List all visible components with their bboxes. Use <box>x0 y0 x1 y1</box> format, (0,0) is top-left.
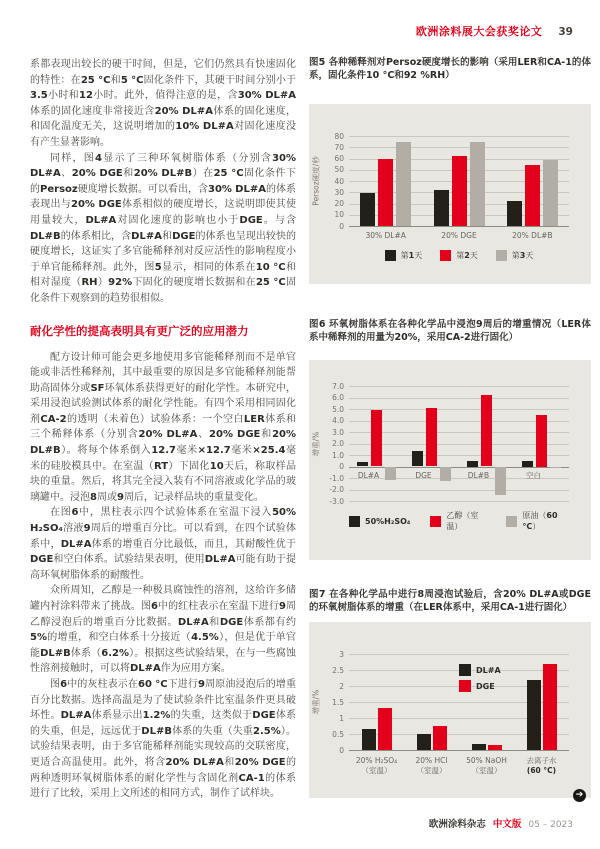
figure-7-chart <box>309 622 591 798</box>
page-number: 39 <box>558 26 573 38</box>
legend-item <box>496 250 534 261</box>
y-tick-label: 2.0 <box>332 439 344 448</box>
bar <box>385 467 396 481</box>
footer-issue: 05 – 2023 <box>528 820 573 830</box>
y-tick-label: -1.0 <box>329 473 344 483</box>
legend-label: 乙醇（室温） <box>446 511 479 531</box>
legend-item <box>430 510 486 532</box>
legend-item <box>506 510 569 532</box>
bar <box>470 142 485 226</box>
y-tick-label: 5.0 <box>332 404 344 414</box>
bar <box>467 461 478 467</box>
figure-5-chart <box>309 104 591 284</box>
legend-swatch <box>349 516 360 527</box>
legend-swatch <box>440 250 451 261</box>
paragraph: 图6中的灰柱表示在60 °C下进行9周原油浸泡后的增重百分比数据。选择高温是为了使试验条件比室温条件更具破坏性。DL#A体系显示出1.2%的失重，这类似于DGE体系的失重，但是，远远优于DL#B体系的失重（失重2.5%）。试验结果表明，由于多官能稀释剂能实现较高的交联密度，更适合高温使用。此外，将含20% DL#A和20% DGE的两种透明环氧树脂体系的耐化学性与含固化剂CA-1的体系进行了比较，采用上文所述的相同方式，制作了试样块。 <box>30 678 297 800</box>
gridline <box>349 386 569 387</box>
bar <box>452 156 467 226</box>
y-tick-label: 1.5 <box>332 697 344 707</box>
category-label: DGE <box>415 470 432 480</box>
footer-edition: 中文版 <box>492 819 522 830</box>
bar <box>360 193 375 226</box>
figure-5 <box>309 56 591 284</box>
bar <box>525 165 540 226</box>
y-tick-label: 80 <box>334 131 344 141</box>
category-label: 50% NaOH （室温） <box>466 756 507 775</box>
page-header <box>416 23 573 39</box>
y-tick-label: 2 <box>339 681 344 691</box>
paragraph: 系都表现出较长的硬干时间，但是，它们仍然具有快速固化的特性：在25 °C和5 °C固化条件下，其硬干时间分别小于3.5小时和12小时。此外，值得注意的是，含30% DL#A体系的固化速度非常接近含20% DL#A体系的固化速度，和固化温度无关，这说明增加的10% DL#A对固化速度没有产生显著影响。 <box>30 59 297 148</box>
legend <box>349 250 569 261</box>
legend-swatch <box>385 250 396 261</box>
bar <box>378 159 393 227</box>
gridline <box>349 750 569 751</box>
legend-label: 第3天 <box>511 251 534 260</box>
legend-label: DGE <box>476 681 495 691</box>
gridline <box>349 398 569 399</box>
figure-6-caption: 图6 环氧树脂体系在各种化学品中浸泡9周后的增重情况（LER体系中稀释剂的用量为20%，采用CA-2进行固化） <box>309 319 591 343</box>
y-tick-label: 7.0 <box>332 381 344 391</box>
category-label: 20% DGE <box>441 231 477 240</box>
bar <box>488 745 502 750</box>
bar <box>412 451 423 467</box>
y-tick-label: -2.0 <box>329 485 344 494</box>
gridline <box>349 147 569 148</box>
bar <box>396 142 411 226</box>
legend <box>459 664 501 692</box>
paragraph: 配方设计师可能会更多地使用多官能稀释剂而不是单官能或非活性稀释剂，其中最重要的原因是多官能稀释剂能帮助高固体分或SF环氧体系获得更好的耐化学性。本研究中，采用浸泡试验测试体系的耐化学性能。有四个采用相同固化剂CA-2的透明（未着色）试验体系：一个空白LER体系和三个稀释体系（分别含20% DL#A、20% DGE和20% DL#B）。将每个体系倒入12.7毫米×12.7毫米×25.4毫米的硅胶模具中。在室温（RT）下固化10天后，称取样品块的重量。然后，将其完全浸入装有不同溶液或化学品的玻璃罐中。浸泡8周或9周后，记录样品块的重量变化。 <box>30 351 297 503</box>
bar <box>378 708 392 750</box>
gridline <box>349 501 569 502</box>
footer-journal-name: 欧洲涂料杂志 <box>428 819 486 830</box>
bar <box>472 744 486 750</box>
y-tick-label: 10 <box>334 210 344 220</box>
category-label: 20% DL#B <box>512 231 553 240</box>
y-tick-label: 2.5 <box>332 665 344 675</box>
category-label: DL#A <box>357 470 380 480</box>
paragraph-group-top <box>30 57 296 307</box>
y-tick-label: 4.0 <box>332 416 344 425</box>
gridline <box>349 467 569 468</box>
category-label: 20% H₂SO₄ （室温） <box>355 756 398 775</box>
bar <box>527 680 541 750</box>
bar <box>481 395 492 466</box>
paragraph: 同样，图4显示了三种环氧树脂体系（分别含30% DL#A、20% DGE和20% DL#B）在25 °C固化条件下的Persoz硬度增长数据。可以看出，含30% DL#A的体系表现出与20% DGE体系相似的硬度增长，这说明即使其使用量较大，DL#A对固化速度的影响也小于DGE。与含DL#B的体系相比，含DL#A和DGE的体系也呈现出较快的硬度增长，这证实了多官能稀释剂对反应活性的影响程度小于单官能稀释剂。此外，图5显示，相同的体系在10 °C和相对湿度（RH）92%下固化的硬度增长数据和在25 °C固化条件下观察到的趋势很相似。 <box>30 152 297 304</box>
bar <box>543 160 558 226</box>
gridline <box>349 136 569 137</box>
gridline <box>349 490 569 491</box>
figure-7 <box>309 588 591 798</box>
y-tick-label: 0.5 <box>332 729 344 739</box>
figure-5-caption: 图5 各种稀释剂对Persoz硬度增长的影响（采用LER和CA-1的体系，固化条件10 °C和92 %RH） <box>309 57 591 81</box>
legend <box>349 510 569 532</box>
header-title: 欧洲涂料展大会获奖论文 <box>415 25 543 38</box>
bar <box>362 729 376 750</box>
left-text-column <box>30 57 296 802</box>
bar <box>371 410 382 466</box>
paragraph: 在图6中，黑柱表示四个试验体系在室温下浸入50% H₂SO₄溶液9周后的增重百分比。可以看到，在四个试验体系中，DL#A体系的增重百分比最低，而且，其耐酸性优于DGE和空白体系。试验结果表明，使用DL#A可能有助于提高环氧树脂体系的耐酸性。 <box>30 507 297 581</box>
category-label: 20% HCl （室温） <box>415 756 448 775</box>
y-tick-label: 30 <box>334 187 344 197</box>
y-axis-label: 增重/% <box>311 431 321 456</box>
gridline <box>349 654 569 655</box>
y-tick-label: 70 <box>334 142 344 152</box>
legend-swatch <box>496 250 507 261</box>
y-tick-label: 0 <box>339 221 344 231</box>
y-tick-label: 6.0 <box>332 393 344 402</box>
legend-swatch <box>459 680 471 692</box>
legend-item <box>349 516 410 527</box>
y-tick-label: 40 <box>334 176 344 186</box>
gridline <box>349 409 569 410</box>
bar <box>417 734 431 750</box>
bar <box>426 408 437 467</box>
figure-6-chart <box>309 360 591 560</box>
paragraph: 众所周知，乙醇是一种极具腐蚀性的溶剂，这给许多储罐内衬涂料带来了挑战。图6中的红柱表示在室温下进行9周乙醇浸泡后的增重百分比数据。DL#A和DGE体系都有约5%的增重，和空白体系十分接近（4.5%），但是优于单官能DL#B体系（6.2%）。根据这些试验结果，在与一些腐蚀性溶剂接触时，可以将DL#A作为应用方案。 <box>30 585 297 675</box>
bar <box>507 201 522 226</box>
y-tick-label: 0 <box>339 745 344 755</box>
y-tick-label: 50 <box>334 165 344 175</box>
category-label: 30% DL#A <box>365 231 406 240</box>
continuation-arrow-icon: ➔ <box>573 789 586 802</box>
y-tick-label: -3.0 <box>329 496 344 506</box>
category-label: 空白 <box>526 470 541 480</box>
y-tick-label: 3 <box>339 649 344 659</box>
legend-label: 50%H₂SO₄ <box>365 516 411 526</box>
y-axis-label: Persoz硬度/秒 <box>311 156 321 206</box>
legend-swatch <box>459 664 471 676</box>
bar <box>434 190 449 226</box>
bar <box>536 415 547 467</box>
bar <box>357 462 368 466</box>
legend-swatch <box>506 516 517 527</box>
bar <box>440 467 451 482</box>
legend-label: 第2天 <box>456 251 478 260</box>
figures-column <box>309 56 591 798</box>
legend-label: DL#A <box>476 665 501 675</box>
page-footer <box>429 816 573 830</box>
section-heading: 耐化学性的提高表明具有更广泛的应用潜力 <box>30 323 249 338</box>
bar <box>550 467 561 469</box>
y-tick-label: 20 <box>334 199 344 208</box>
legend-item <box>385 250 423 261</box>
y-tick-label: 0 <box>339 462 344 471</box>
bar <box>433 726 447 750</box>
figure-6 <box>309 318 591 560</box>
y-tick-label: 3.0 <box>332 427 344 437</box>
y-tick-label: 1 <box>339 713 344 723</box>
legend-item <box>440 250 478 261</box>
category-label: DL#B <box>467 470 490 480</box>
bar <box>543 664 557 750</box>
legend-item <box>459 680 495 692</box>
legend-item <box>459 664 501 676</box>
figure-7-caption: 图7 在各种化学品中进行8周浸泡试验后，含20% DL#A或DGE的环氧树脂体系的增重（在LER体系中，采用CA-1进行固化） <box>309 589 591 613</box>
legend-label: 原油（60 °C） <box>522 511 558 531</box>
y-tick-label: 1.0 <box>332 450 344 460</box>
legend-swatch <box>430 516 441 527</box>
bar <box>495 467 506 496</box>
gridline <box>349 226 569 227</box>
y-axis-label: 增重/% <box>311 689 321 715</box>
legend-label: 第1天 <box>400 251 423 260</box>
category-label: 去离子水 (60 °C) <box>526 756 557 775</box>
bar <box>522 461 533 467</box>
y-tick-label: 60 <box>334 154 344 163</box>
paragraph-group-bottom <box>30 350 296 802</box>
